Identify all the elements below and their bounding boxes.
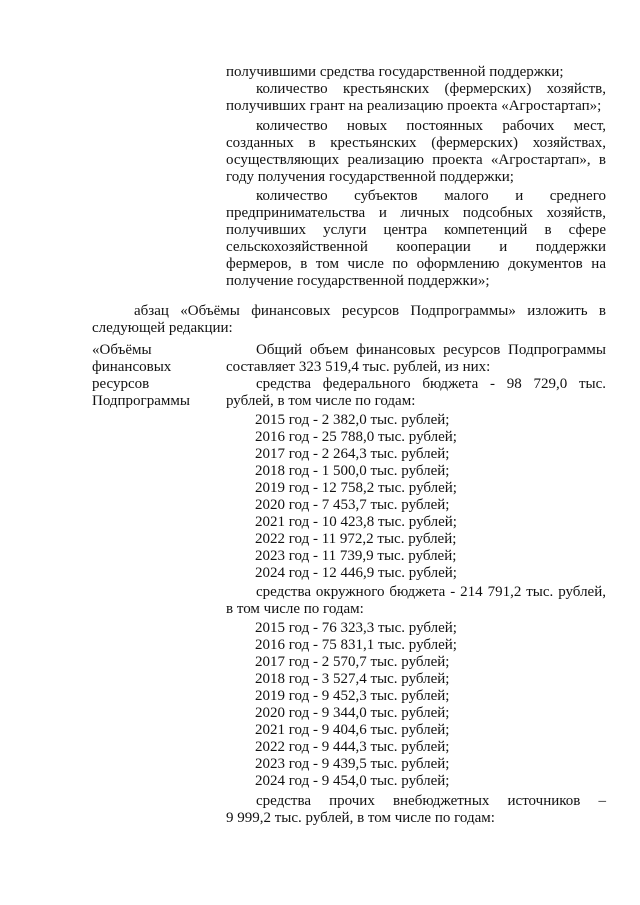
district-intro-line: в том числе по годам: bbox=[226, 601, 364, 617]
indicator-subjects-line: предпринимательства и личных подсобных хозяйств, bbox=[226, 205, 606, 221]
federal-year-line: 2021 год - 10 423,8 тыс. рублей; bbox=[255, 514, 457, 530]
federal-year-line: 2020 год - 7 453,7 тыс. рублей; bbox=[255, 497, 450, 513]
indicator-jobs-line: году получения государственной поддержки; bbox=[226, 169, 514, 185]
district-intro-line: средства окружного бюджета - 214 791,2 тыс. рублей, bbox=[256, 584, 606, 600]
left-label-line: финансовых bbox=[92, 359, 172, 375]
federal-year-line: 2023 год - 11 739,9 тыс. рублей; bbox=[255, 548, 457, 564]
indicator-jobs-line: осуществляющих реализацию проекта «Агростартап», в bbox=[226, 152, 606, 168]
federal-year-line: 2022 год - 11 972,2 тыс. рублей; bbox=[255, 531, 457, 547]
federal-intro-line: рублей, в том числе по годам: bbox=[226, 393, 416, 409]
total-line: составляет 323 519,4 тыс. рублей, из них: bbox=[226, 359, 491, 375]
indicator-subjects-line: количество субъектов малого и среднего bbox=[256, 188, 606, 204]
district-year-line: 2016 год - 75 831,1 тыс. рублей; bbox=[255, 637, 457, 653]
district-year-line: 2018 год - 3 527,4 тыс. рублей; bbox=[255, 671, 450, 687]
indicator-subjects-line: получение государственной поддержки»; bbox=[226, 273, 490, 289]
instruction-line: следующей редакции: bbox=[92, 320, 233, 336]
federal-year-line: 2017 год - 2 264,3 тыс. рублей; bbox=[255, 446, 450, 462]
indicator-line: получившими средства государственной поддержки; bbox=[226, 64, 564, 80]
indicator-subjects-line: фермеров, в том числе по оформлению документов на bbox=[226, 256, 606, 272]
district-year-line: 2023 год - 9 439,5 тыс. рублей; bbox=[255, 756, 450, 772]
other-intro-line: 9 999,2 тыс. рублей, в том числе по годам: bbox=[226, 810, 495, 826]
district-year-line: 2021 год - 9 404,6 тыс. рублей; bbox=[255, 722, 450, 738]
total-line: Общий объем финансовых ресурсов Подпрограммы bbox=[256, 342, 606, 358]
federal-year-line: 2019 год - 12 758,2 тыс. рублей; bbox=[255, 480, 457, 496]
federal-intro-line: средства федерального бюджета - 98 729,0 тыс. bbox=[256, 376, 606, 392]
indicator-jobs-line: созданных в крестьянских (фермерских) хозяйствах, bbox=[226, 135, 606, 151]
federal-year-line: 2016 год - 25 788,0 тыс. рублей; bbox=[255, 429, 457, 445]
indicator-subjects-line: получивших услуги центра компетенций в сфере bbox=[226, 222, 606, 238]
district-year-line: 2022 год - 9 444,3 тыс. рублей; bbox=[255, 739, 450, 755]
left-label-line: «Объёмы bbox=[92, 342, 152, 358]
federal-year-line: 2024 год - 12 446,9 тыс. рублей; bbox=[255, 565, 457, 581]
other-intro-line: средства прочих внебюджетных источников – bbox=[256, 793, 606, 809]
left-label-line: ресурсов bbox=[92, 376, 150, 392]
instruction-line: абзац «Объёмы финансовых ресурсов Подпрограммы» изложить в bbox=[134, 303, 606, 319]
federal-year-line: 2015 год - 2 382,0 тыс. рублей; bbox=[255, 412, 450, 428]
indicator-grants-line: получивших грант на реализацию проекта «Агростартап»; bbox=[226, 98, 602, 114]
indicator-grants-line: количество крестьянских (фермерских) хозяйств, bbox=[256, 81, 606, 97]
district-year-line: 2024 год - 9 454,0 тыс. рублей; bbox=[255, 773, 450, 789]
indicator-subjects-line: сельскохозяйственной кооперации и поддержки bbox=[226, 239, 606, 255]
district-year-line: 2015 год - 76 323,3 тыс. рублей; bbox=[255, 620, 457, 636]
district-year-line: 2020 год - 9 344,0 тыс. рублей; bbox=[255, 705, 450, 721]
district-year-line: 2019 год - 9 452,3 тыс. рублей; bbox=[255, 688, 450, 704]
district-year-line: 2017 год - 2 570,7 тыс. рублей; bbox=[255, 654, 450, 670]
federal-year-line: 2018 год - 1 500,0 тыс. рублей; bbox=[255, 463, 450, 479]
indicator-jobs-line: количество новых постоянных рабочих мест, bbox=[256, 118, 606, 134]
left-label-line: Подпрограммы bbox=[92, 393, 190, 409]
